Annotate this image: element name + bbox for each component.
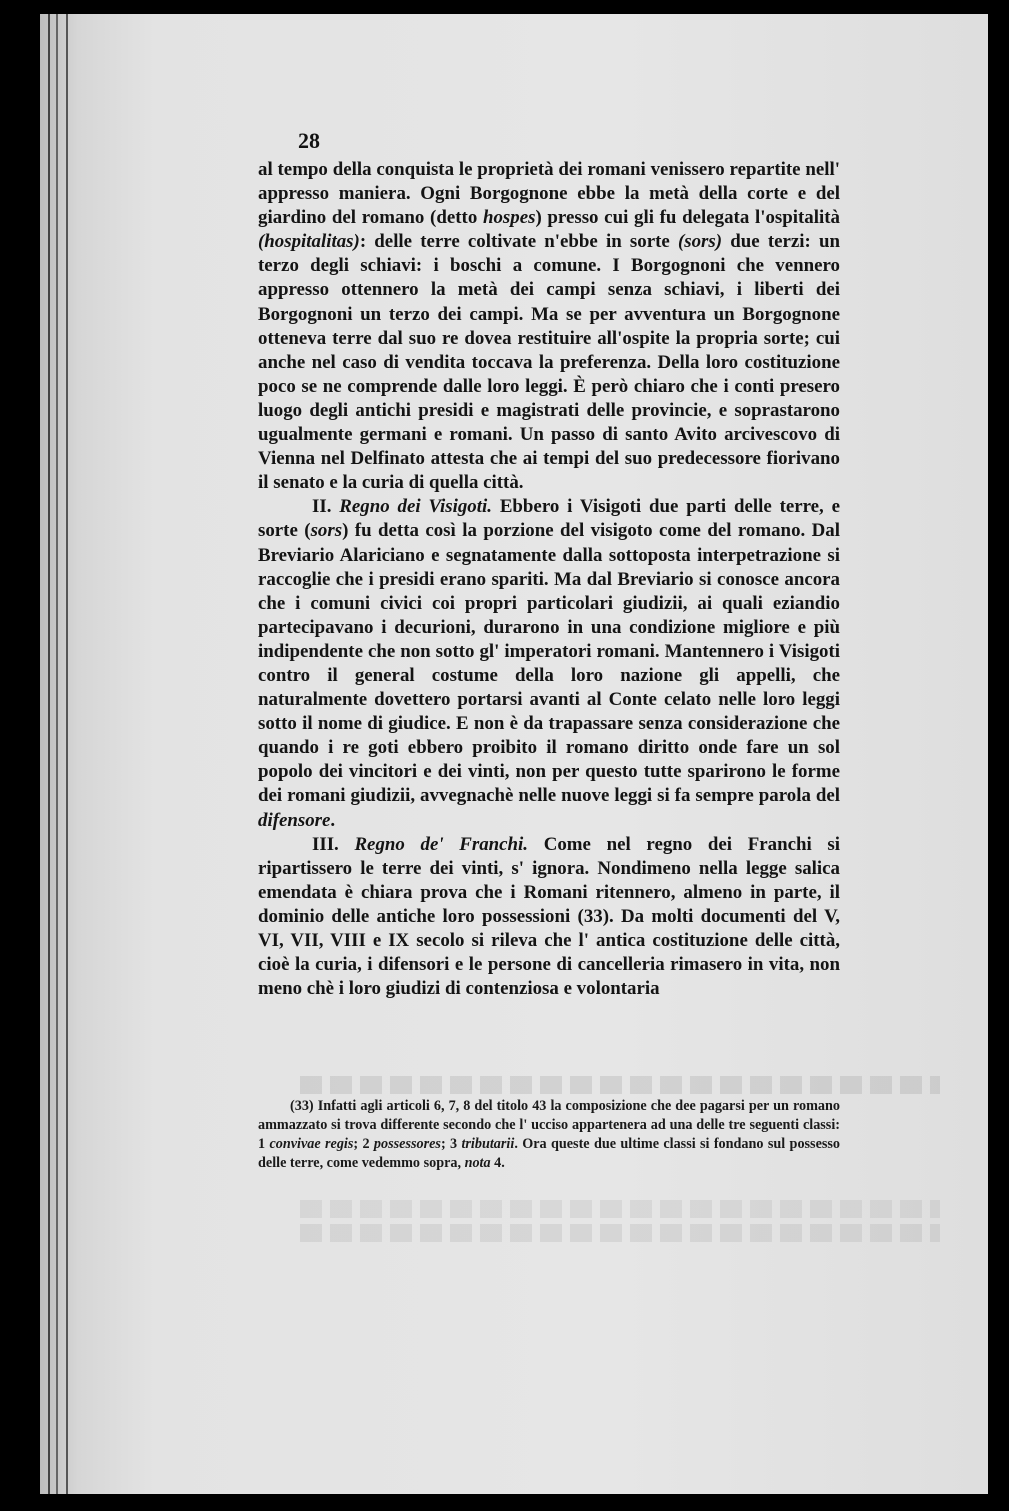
paragraph-franks <box>258 833 840 1002</box>
binding-edge-line <box>66 14 68 1494</box>
section-number: II. <box>312 496 340 518</box>
show-through-bleed <box>300 1076 940 1094</box>
text-run: ; 2 <box>353 1136 374 1152</box>
italic-term: (hospitalitas) <box>258 231 360 253</box>
italic-term: hospes <box>482 207 536 229</box>
text-run: due terzi: un terzo degli schiavi: i boschi a comune. I Borgognoni che vennero appresso ottennero la metà dei campi senza schiavi, i liberti dei Borgognoni un terzo dei campi. Ma se per avventura un Borgognone otteneva terre dal suo re dovea restituire all'ospite la propria sorte; cui anche nel caso di vendita toccava la preferenza. Della loro costituzione poco se ne comprende dalle loro leggi. È però chiaro che i conti presero luogo degli antichi presidi e magistrati delle provincie, e soprastarono ugualmente germani e romani. Un passo di santo Avito arcivescovo di Vienna nel Delfinato attesta che ai tempi del suo predecessore fiorivano il senato e la curia di quella città. <box>258 231 840 494</box>
text-run: : delle terre coltivate n'ebbe in sorte <box>359 231 678 253</box>
section-number: III. <box>312 833 355 855</box>
text-run: ) presso cui gli fu delegata l'ospitalità <box>535 207 840 229</box>
text-run: . Ora queste due ultime classi si fondano sul possesso delle terre, come vedemmo sopra, <box>258 1136 841 1171</box>
section-heading: Regno dei Visigoti. <box>339 496 492 518</box>
show-through-bleed <box>300 1200 940 1218</box>
text-run: ) fu detta così la porzione del visigoto come del romano. Dal Breviario Alariciano e segnatamente dalla sottoposta interpetrazione si raccoglie che i presidi erano spariti. Ma dal Breviario si conosce ancora che i comuni civici coi propri particolari giudizii, ai quali eziandio partecipavano i decurioni, durarono in una condizione migliore e più indipendente che non sotto gl' imperatori romani. Mantennero i Visigoti contro il general costume della loro nazione gli appelli, che naturalmente dovettero portarsi avanti al Conte celato nelle loro leggi sotto il nome di giudice. E non è da trapassare senza considerazione che quando i re goti ebbero proibito il romano diritto onde fare un sol popolo dei vincitori e dei vinti, non per questo tutte sparirono le forme dei romani giudizii, avvegnachè nelle nuove leggi si fa sempre parola del <box>258 520 840 807</box>
text-run: Come nel regno dei Franchi si ripartissero le terre dei vinti, s' ignora. Nondimeno nella legge salica emendata è chiara prova che i Romani ritennero, almeno in parte, il dominio delle antiche loro possessioni (33). Da molti documenti del V, VI, VII, VIII e IX secolo si rileva che l' antica costituzione delle città, cioè la curia, i difensori e le persone di cancelleria rimasero in vita, non meno chè i loro giudizi di contenziosa e volontaria <box>258 833 841 1000</box>
italic-term: difensore <box>258 809 331 831</box>
italic-term: (sors) <box>677 231 723 253</box>
show-through-bleed <box>300 1224 940 1242</box>
text-run: (33) Infatti agli articoli 6, 7, 8 del titolo 43 la composizione che dee pagarsi per un romano ammazzato si trova differente secondo che l' ucciso appartenera ad una delle tre seguenti classi: 1 <box>258 1098 840 1152</box>
binding-edge-line <box>48 14 50 1494</box>
italic-term: possessores <box>373 1136 441 1152</box>
text-run: . <box>330 809 336 831</box>
paragraph-burgundians <box>258 158 840 495</box>
italic-term: tributarii <box>461 1136 515 1152</box>
text-run: al tempo della conquista le proprietà dei romani venissero repartite nell' appresso maniera. Ogni Borgognone ebbe la metà della corte e del giardino del romano (detto <box>258 159 840 229</box>
paragraph-visigoths <box>258 495 840 832</box>
italic-term: convivae regis <box>269 1136 354 1152</box>
text-run: 4. <box>490 1155 505 1171</box>
binding-edge-line <box>56 14 58 1494</box>
text-run: ; 3 <box>440 1136 462 1152</box>
italic-term: sors <box>310 520 343 542</box>
section-heading: Regno de' Franchi. <box>354 833 529 855</box>
page-number: 28 <box>298 128 320 153</box>
main-text <box>258 158 840 1001</box>
text-run: Ebbero i Visigoti due parti delle terre, e sorte ( <box>258 496 841 542</box>
footnote <box>258 1097 840 1173</box>
italic-term: nota <box>464 1155 491 1171</box>
